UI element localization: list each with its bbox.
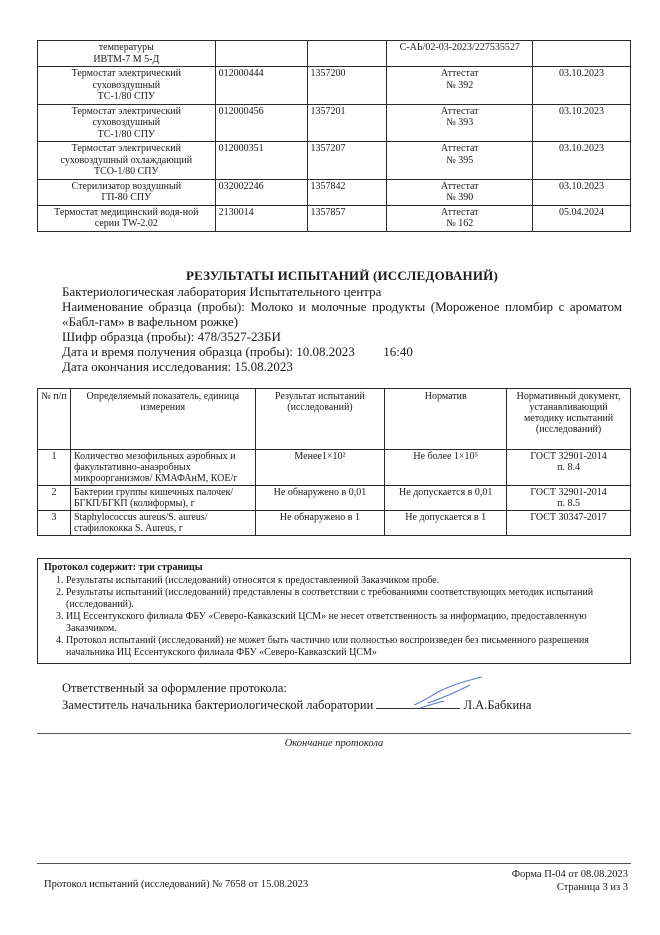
result-norm: Не допускается в 1 bbox=[385, 511, 507, 536]
equipment-row bbox=[38, 41, 631, 67]
finished-date: Дата окончания исследования: 15.08.2023 bbox=[62, 359, 293, 374]
responsible-position: Заместитель начальника бактериологической лаборатории bbox=[62, 698, 374, 712]
footer-protocol-number: Протокол испытаний (исследований) № 7658 от 15.08.2023 bbox=[44, 879, 309, 890]
equipment-serial-number: 1357207 bbox=[307, 142, 387, 180]
results-table bbox=[37, 388, 631, 536]
equipment-serial-number: 1357857 bbox=[307, 205, 387, 231]
header-doc: Нормативный документ, устанавливающий методику испытаний (исследований) bbox=[507, 389, 631, 450]
signature-scribble bbox=[410, 675, 490, 711]
responsible-line1: Ответственный за оформление протокола: bbox=[62, 681, 287, 695]
equipment-certificate: Аттестат № 393 bbox=[387, 104, 533, 142]
equipment-certificate: С-АЬ/02-03-2023/227535527 bbox=[387, 41, 533, 67]
result-method-doc: ГОСТ 30347-2017 bbox=[507, 511, 631, 536]
responsible-block bbox=[62, 680, 622, 713]
equipment-serial-number bbox=[307, 41, 387, 67]
result-method-doc: ГОСТ 32901-2014 п. 8.4 bbox=[507, 450, 631, 486]
equipment-serial-number: 1357200 bbox=[307, 67, 387, 105]
note-item: 4. Протокол испытаний (исследований) не может быть частично или полностью воспроизведен без письменного разрешения начальника ИЦ Ессентукского филиала ФБУ «Северо-Кавказский ЦСМ» bbox=[66, 635, 624, 659]
results-row bbox=[38, 450, 631, 486]
results-row bbox=[38, 511, 631, 536]
equipment-certificate: Аттестат № 395 bbox=[387, 142, 533, 180]
results-section bbox=[62, 268, 622, 374]
equipment-certificate: Аттестат № 390 bbox=[387, 179, 533, 205]
equipment-inventory-number: 2130014 bbox=[215, 205, 307, 231]
equipment-row bbox=[38, 104, 631, 142]
equipment-row bbox=[38, 142, 631, 180]
header-num: № п/п bbox=[38, 389, 71, 450]
header-result: Результат испытаний (исследований) bbox=[255, 389, 385, 450]
equipment-inventory-number: 012000444 bbox=[215, 67, 307, 105]
equipment-valid-date bbox=[533, 41, 631, 67]
equipment-serial-number: 1357201 bbox=[307, 104, 387, 142]
note-item: 1. Результаты испытаний (исследований) относятся к предоставленной Заказчиком пробе. bbox=[66, 575, 624, 587]
header-norm: Норматив bbox=[385, 389, 507, 450]
result-norm: Не допускается в 0,01 bbox=[385, 486, 507, 511]
equipment-serial-number: 1357842 bbox=[307, 179, 387, 205]
equipment-valid-date: 05.04.2024 bbox=[533, 205, 631, 231]
end-divider bbox=[37, 733, 631, 734]
protocol-notes bbox=[37, 558, 631, 664]
equipment-certificate: Аттестат № 392 bbox=[387, 67, 533, 105]
equipment-valid-date: 03.10.2023 bbox=[533, 67, 631, 105]
received-time: 16:40 bbox=[383, 344, 413, 359]
equipment-inventory-number: 032002246 bbox=[215, 179, 307, 205]
equipment-valid-date: 03.10.2023 bbox=[533, 142, 631, 180]
result-indicator: Бактерии группы кишечных палочек/БГКП/БГКП (колиформы), г bbox=[70, 486, 255, 511]
responsible-line2 bbox=[62, 696, 622, 713]
received-date: Дата и время получения образца (пробы): 10.08.2023 bbox=[62, 344, 355, 359]
result-value: Не обнаружено в 1 bbox=[255, 511, 385, 536]
equipment-name: Термостат медицинский водя-ной серии TW-2.02 bbox=[38, 205, 216, 231]
results-title: РЕЗУЛЬТАТЫ ИСПЫТАНИЙ (ИССЛЕДОВАНИЙ) bbox=[186, 268, 498, 283]
responsible-name: Л.А.Бабкина bbox=[463, 698, 532, 712]
result-number: 3 bbox=[38, 511, 71, 536]
equipment-name: Термостат электрический суховоздушный ТС-1/80 СПУ bbox=[38, 67, 216, 105]
equipment-valid-date: 03.10.2023 bbox=[533, 104, 631, 142]
equipment-valid-date: 03.10.2023 bbox=[533, 179, 631, 205]
sample-code: Шифр образца (пробы): 478/3527-23БИ bbox=[62, 329, 281, 344]
result-method-doc: ГОСТ 32901-2014 п. 8.5 bbox=[507, 486, 631, 511]
equipment-inventory-number bbox=[215, 41, 307, 67]
result-norm: Не более 1×10⁵ bbox=[385, 450, 507, 486]
sample-name: Наименование образца (пробы): Молоко и молочные продукты (Мороженое пломбир с ароматом «Бабл-гам» в вафельном рожке) bbox=[62, 299, 622, 329]
result-value: Менее1×10² bbox=[255, 450, 385, 486]
equipment-row bbox=[38, 67, 631, 105]
equipment-inventory-number: 012000351 bbox=[215, 142, 307, 180]
equipment-table bbox=[37, 40, 631, 232]
end-of-protocol: Окончание протокола bbox=[284, 738, 384, 749]
result-indicator: Количество мезофильных аэробных и факультативно-анаэробных микроорганизмов/ КМАФАнМ, КОЕ/г bbox=[70, 450, 255, 486]
result-number: 2 bbox=[38, 486, 71, 511]
notes-head: Протокол содержит: три страницы bbox=[44, 562, 203, 573]
received-datetime bbox=[62, 344, 622, 359]
note-item: 2. Результаты испытаний (исследований) представлены в соответствии с требованиями соответствующих методик испытаний (исследований). bbox=[66, 587, 624, 611]
notes-list bbox=[44, 575, 624, 659]
footer-page: Страница 3 из 3 bbox=[556, 882, 628, 893]
result-number: 1 bbox=[38, 450, 71, 486]
results-row bbox=[38, 486, 631, 511]
header-indicator: Определяемый показатель, единица измерения bbox=[70, 389, 255, 450]
footer-divider bbox=[37, 863, 631, 864]
equipment-inventory-number: 012000456 bbox=[215, 104, 307, 142]
result-indicator: Staphylococcus aureus/S. aureus/ стафилококка S. Aureus, г bbox=[70, 511, 255, 536]
equipment-row bbox=[38, 179, 631, 205]
lab-name: Бактериологическая лаборатория Испытательного центра bbox=[62, 284, 382, 299]
equipment-row bbox=[38, 205, 631, 231]
footer-form: Форма П-04 от 08.08.2023 bbox=[511, 869, 628, 880]
equipment-name: температуры ИВТМ-7 М 5-Д bbox=[38, 41, 216, 67]
result-value: Не обнаружено в 0,01 bbox=[255, 486, 385, 511]
note-item: 3. ИЦ Ессентукского филиала ФБУ «Северо-Кавказский ЦСМ» не несет ответственность за информацию, предоставленную Заказчиком. bbox=[66, 611, 624, 635]
equipment-name: Стерилизатор воздушный ГП-80 СПУ bbox=[38, 179, 216, 205]
equipment-name: Термостат электрический суховоздушный ТС-1/80 СПУ bbox=[38, 104, 216, 142]
results-header-row bbox=[38, 389, 631, 450]
footer-form-info bbox=[512, 868, 628, 894]
equipment-name: Термостат электрический суховоздушный охлаждающий ТСО-1/80 СПУ bbox=[38, 142, 216, 180]
equipment-certificate: Аттестат № 162 bbox=[387, 205, 533, 231]
